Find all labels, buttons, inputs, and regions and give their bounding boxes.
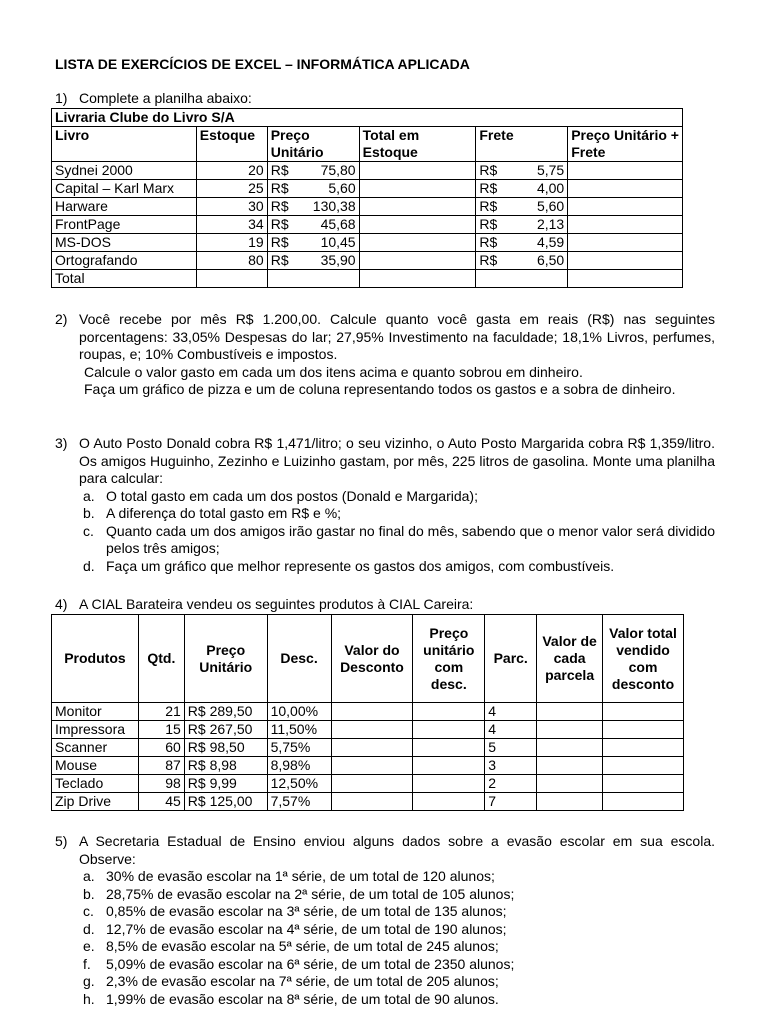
- list-item: [55, 903, 715, 921]
- table-cell: [568, 234, 683, 252]
- table-cell: [476, 270, 568, 288]
- table-row: [52, 216, 683, 234]
- item-letter: b.: [83, 885, 95, 902]
- item-letter: b.: [83, 505, 95, 521]
- product-cell: Teclado: [52, 775, 139, 793]
- product-cell: Monitor: [52, 703, 139, 721]
- freight-value: [479, 180, 564, 197]
- question-5: [55, 833, 715, 1008]
- item-text: Quanto cada um dos amigos irão gastar no final do mês, sabendo que o menor valor será dividido pelos três amigos;: [106, 522, 715, 556]
- question-number: 4): [55, 596, 68, 612]
- amount: 5,60: [328, 180, 356, 196]
- table-cell: [331, 775, 413, 793]
- column-header: Preço Unitário: [184, 615, 267, 703]
- price-cell: [267, 252, 359, 270]
- unit-price-cell: R$ 125,00: [184, 793, 267, 811]
- discount-cell: 5,75%: [267, 739, 331, 757]
- table-cell: [413, 757, 485, 775]
- book-title-cell: Capital – Karl Marx: [52, 180, 197, 198]
- question-text: Você recebe por mês R$ 1.200,00. Calcule quanto você gasta em reais (R$) nas seguintes porcentagens: 33,05% Despesas do lar; 27,95% Investimento na faculdade; 18,1% Livros, perfumes, roupas, e; 10% Combustíveis e impostos.: [79, 311, 715, 362]
- product-cell: Scanner: [52, 739, 139, 757]
- list-item: [55, 973, 715, 991]
- item-text: O total gasto em cada um dos postos (Donald e Margarida);: [106, 487, 478, 504]
- column-header: Preço unitário com desc.: [413, 615, 485, 703]
- table-row: [52, 180, 683, 198]
- table-cell: [196, 270, 267, 288]
- quantity-cell: 21: [138, 703, 184, 721]
- table-cell: [603, 721, 684, 739]
- table-cell: [603, 703, 684, 721]
- freight-value: [479, 234, 564, 251]
- item-text: 5,09% de evasão escolar na 6ª série, de um total de 2350 alunos;: [106, 955, 515, 972]
- table-cell: [603, 793, 684, 811]
- discount-cell: 8,98%: [267, 757, 331, 775]
- currency-symbol: R$: [479, 198, 498, 214]
- quantity-cell: 15: [138, 721, 184, 739]
- stock-cell: 34: [196, 216, 267, 234]
- freight-cell: [476, 234, 568, 252]
- item-text: 1,99% de evasão escolar na 8ª série, de um total de 90 alunos.: [106, 990, 499, 1007]
- price-cell: [267, 216, 359, 234]
- question-3: [55, 435, 715, 575]
- item-text: 8,5% de evasão escolar na 5ª série, de um total de 245 alunos;: [106, 938, 499, 954]
- price-value: [271, 234, 356, 251]
- table-cell: [331, 757, 413, 775]
- freight-cell: [476, 180, 568, 198]
- products-table: [51, 614, 684, 811]
- column-header: Parc.: [485, 615, 537, 703]
- list-item: [55, 886, 715, 904]
- table-cell: [413, 721, 485, 739]
- table-cell: [359, 198, 476, 216]
- amount: 45,68: [320, 216, 356, 232]
- list-item: [55, 921, 715, 939]
- table-cell: [359, 180, 476, 198]
- currency-symbol: R$: [479, 252, 498, 268]
- table-row: [52, 757, 684, 775]
- item-text: 12,7% de evasão escolar na 4ª série, de um total de 190 alunos;: [106, 920, 507, 937]
- column-header: Valor do Desconto: [331, 615, 413, 703]
- table-cell: [568, 216, 683, 234]
- sub-item-list: [55, 868, 715, 1008]
- book-title-cell: Sydnei 2000: [52, 162, 197, 180]
- table-cell: [537, 703, 603, 721]
- amount: 35,90: [320, 252, 356, 268]
- table-cell: [331, 703, 413, 721]
- amount: 5,75: [536, 162, 565, 178]
- question-4: [55, 596, 715, 614]
- column-header: Produtos: [52, 615, 139, 703]
- table-row: [52, 252, 683, 270]
- table-cell: [568, 180, 683, 198]
- item-letter: a.: [83, 487, 95, 504]
- list-item: [55, 938, 715, 956]
- table-row: [52, 162, 683, 180]
- item-letter: c.: [83, 903, 94, 919]
- table-cell: [413, 775, 485, 793]
- unit-price-cell: R$ 267,50: [184, 721, 267, 739]
- list-item: [55, 505, 715, 523]
- list-item: [55, 868, 715, 886]
- item-text: 30% de evasão escolar na 1ª série, de um total de 120 alunos;: [106, 868, 495, 884]
- item-text: Faça um gráfico que melhor represente os gastos dos amigos, com combustíveis.: [106, 557, 615, 574]
- total-label: Total: [52, 270, 197, 288]
- stock-cell: 20: [196, 162, 267, 180]
- amount: 10,45: [320, 234, 356, 250]
- freight-value: [479, 216, 564, 233]
- price-value: [271, 162, 356, 179]
- question-number: 5): [55, 833, 68, 849]
- sub-item-list: [55, 488, 715, 576]
- freight-value: [479, 162, 564, 179]
- currency-symbol: R$: [270, 162, 289, 178]
- question-text: A CIAL Barateira vendeu os seguintes produtos à CIAL Careira:: [79, 596, 474, 612]
- currency-symbol: R$: [479, 216, 498, 232]
- column-header: Total em Estoque: [359, 127, 476, 162]
- currency-symbol: R$: [270, 216, 289, 232]
- item-letter: c.: [83, 522, 94, 539]
- price-cell: [267, 180, 359, 198]
- quantity-cell: 98: [138, 775, 184, 793]
- table-cell: [537, 757, 603, 775]
- table-cell: [603, 739, 684, 757]
- stock-cell: 25: [196, 180, 267, 198]
- currency-symbol: R$: [479, 234, 498, 250]
- unit-price-cell: R$ 8,98: [184, 757, 267, 775]
- product-cell: Zip Drive: [52, 793, 139, 811]
- freight-cell: [476, 252, 568, 270]
- amount: 130,38: [312, 198, 356, 214]
- table-cell: [359, 270, 476, 288]
- item-letter: a.: [83, 868, 95, 884]
- list-item: [55, 488, 715, 506]
- column-header: Preço Unitário: [267, 127, 359, 162]
- installments-cell: 3: [485, 757, 537, 775]
- document-title: LISTA DE EXERCÍCIOS DE EXCEL – INFORMÁTICA APLICADA: [55, 56, 470, 72]
- table-cell: [537, 793, 603, 811]
- item-text: A diferença do total gasto em R$ e %;: [106, 505, 342, 521]
- table-cell: [568, 198, 683, 216]
- currency-symbol: R$: [479, 162, 498, 178]
- table-row: [52, 775, 684, 793]
- amount: 6,50: [536, 252, 565, 268]
- currency-symbol: R$: [479, 180, 498, 196]
- item-text: 2,3% de evasão escolar na 7ª série, de um total de 205 alunos;: [106, 973, 499, 989]
- installments-cell: 4: [485, 721, 537, 739]
- column-header: Estoque: [196, 127, 267, 162]
- amount: 2,13: [536, 216, 565, 232]
- table-cell: [267, 270, 359, 288]
- table-cell: [537, 739, 603, 757]
- price-value: [271, 252, 356, 269]
- discount-cell: 10,00%: [267, 703, 331, 721]
- list-item: [55, 523, 715, 558]
- installments-cell: 4: [485, 703, 537, 721]
- table-row: [52, 739, 684, 757]
- table-cell: [568, 252, 683, 270]
- table-row: [52, 703, 684, 721]
- table-cell: [331, 721, 413, 739]
- unit-price-cell: R$ 98,50: [184, 739, 267, 757]
- table-cell: [359, 252, 476, 270]
- item-letter: d.: [83, 557, 95, 574]
- table-cell: [413, 793, 485, 811]
- table-cell: [359, 216, 476, 234]
- table-cell: [413, 739, 485, 757]
- table-row: [52, 198, 683, 216]
- freight-value: [479, 198, 564, 215]
- stock-cell: 19: [196, 234, 267, 252]
- quantity-cell: 87: [138, 757, 184, 775]
- freight-cell: [476, 198, 568, 216]
- quantity-cell: 45: [138, 793, 184, 811]
- question-number: 1): [55, 90, 68, 106]
- freight-cell: [476, 216, 568, 234]
- table-row: [52, 793, 684, 811]
- list-item: [55, 558, 715, 576]
- price-value: [271, 216, 356, 233]
- stock-cell: 80: [196, 252, 267, 270]
- price-cell: [267, 234, 359, 252]
- amount: 4,59: [536, 234, 565, 250]
- column-header: Livro: [52, 127, 197, 162]
- freight-value: [479, 252, 564, 269]
- book-title-cell: Ortografando: [52, 252, 197, 270]
- table-cell: [413, 703, 485, 721]
- price-value: [271, 180, 356, 197]
- item-letter: h.: [83, 990, 95, 1007]
- price-cell: [267, 198, 359, 216]
- table-caption: Livraria Clube do Livro S/A: [52, 109, 683, 127]
- unit-price-cell: R$ 9,99: [184, 775, 267, 793]
- discount-cell: 12,50%: [267, 775, 331, 793]
- item-letter: g.: [83, 973, 95, 989]
- question-number: 3): [55, 435, 68, 451]
- question-1: [55, 90, 715, 108]
- table-cell: [359, 234, 476, 252]
- table-cell: [603, 775, 684, 793]
- item-letter: e.: [83, 938, 95, 954]
- list-item: [55, 956, 715, 974]
- question-text: Faça um gráfico de pizza e um de coluna representando todos os gastos e a sobra de dinheiro.: [84, 381, 676, 397]
- column-header: Qtd.: [138, 615, 184, 703]
- column-header: Desc.: [267, 615, 331, 703]
- question-text: Complete a planilha abaixo:: [79, 90, 252, 106]
- column-header: Frete: [476, 127, 568, 162]
- table-row: [52, 721, 684, 739]
- table-cell: [568, 162, 683, 180]
- unit-price-cell: R$ 289,50: [184, 703, 267, 721]
- amount: 4,00: [536, 180, 565, 196]
- item-text: 28,75% de evasão escolar na 2ª série, de um total de 105 alunos;: [106, 885, 515, 902]
- currency-symbol: R$: [270, 234, 289, 250]
- table-cell: [537, 775, 603, 793]
- currency-symbol: R$: [270, 198, 289, 214]
- table-cell: [331, 739, 413, 757]
- quantity-cell: 60: [138, 739, 184, 757]
- amount: 75,80: [320, 162, 356, 178]
- currency-symbol: R$: [270, 180, 289, 196]
- item-letter: d.: [83, 920, 95, 937]
- stock-cell: 30: [196, 198, 267, 216]
- table-cell: [537, 721, 603, 739]
- column-header: Preço Unitário + Frete: [568, 127, 683, 162]
- price-cell: [267, 162, 359, 180]
- question-text: O Auto Posto Donald cobra R$ 1,471/litro; o seu vizinho, o Auto Posto Margarida cobra R$ 1,359/litro. Os amigos Huguinho, Zezinho e Luizinho gastam, por mês, 225 litros de gasolina. Monte uma planilha para calcular:: [79, 435, 715, 486]
- book-table: [51, 108, 683, 288]
- installments-cell: 5: [485, 739, 537, 757]
- question-2: [55, 311, 715, 399]
- discount-cell: 11,50%: [267, 721, 331, 739]
- book-title-cell: Harware: [52, 198, 197, 216]
- price-value: [271, 198, 356, 215]
- question-number: 2): [55, 311, 68, 327]
- table-cell: [359, 162, 476, 180]
- column-header: Valor de cada parcela: [537, 615, 603, 703]
- list-item: [55, 991, 715, 1009]
- table-cell: [331, 793, 413, 811]
- freight-cell: [476, 162, 568, 180]
- column-header: Valor total vendido com desconto: [603, 615, 684, 703]
- item-letter: f.: [83, 955, 91, 972]
- discount-cell: 7,57%: [267, 793, 331, 811]
- product-cell: Impressora: [52, 721, 139, 739]
- table-row: [52, 234, 683, 252]
- product-cell: Mouse: [52, 757, 139, 775]
- currency-symbol: R$: [270, 252, 289, 268]
- installments-cell: 7: [485, 793, 537, 811]
- table-cell: [603, 757, 684, 775]
- amount: 5,60: [536, 198, 565, 214]
- installments-cell: 2: [485, 775, 537, 793]
- question-text: Calcule o valor gasto em cada um dos itens acima e quanto sobrou em dinheiro.: [84, 363, 583, 380]
- item-text: 0,85% de evasão escolar na 3ª série, de um total de 135 alunos;: [106, 903, 507, 919]
- table-cell: [568, 270, 683, 288]
- book-title-cell: MS-DOS: [52, 234, 197, 252]
- book-title-cell: FrontPage: [52, 216, 197, 234]
- question-text: A Secretaria Estadual de Ensino enviou alguns dados sobre a evasão escolar em sua escola. Observe:: [79, 833, 715, 867]
